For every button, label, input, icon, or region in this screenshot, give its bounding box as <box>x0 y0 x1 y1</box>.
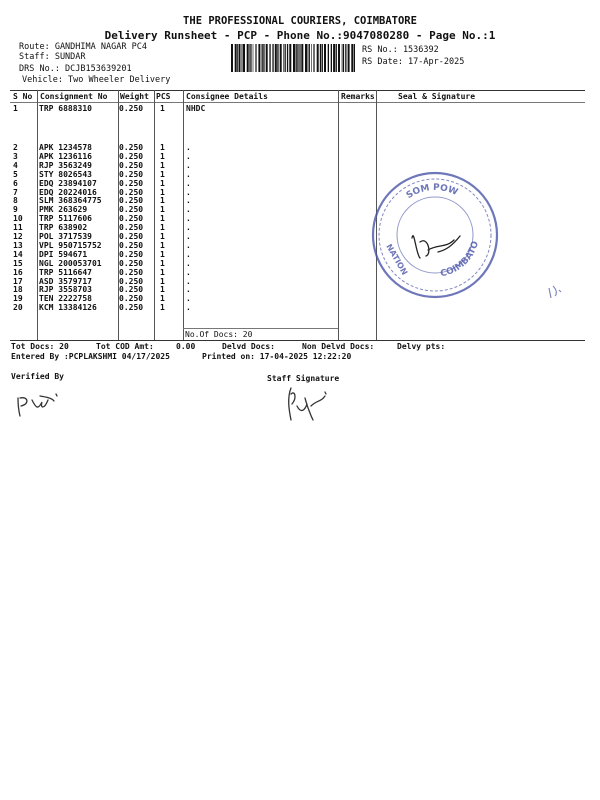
delivery-points: Delvy pts: <box>397 342 446 351</box>
non-delivered-docs: Non Delvd Docs: <box>302 342 375 351</box>
no-of-docs: No.Of Docs: 20 <box>185 330 253 339</box>
barcode-bar <box>348 44 350 72</box>
row-sno: 14 <box>13 249 23 259</box>
table-row <box>0 277 600 286</box>
barcode-bar <box>328 44 329 72</box>
barcode-bar <box>345 44 346 72</box>
col-header-seal: Seal & Signature <box>398 92 476 101</box>
row-sno: 5 <box>13 169 18 179</box>
svg-text:COIMBATO <box>439 240 481 280</box>
row-pcs: 1 <box>160 276 165 286</box>
col-header-consignment: Consignment No <box>40 92 108 101</box>
row-pcs: 1 <box>160 303 165 313</box>
row-sno: 15 <box>13 258 23 268</box>
total-cod-value: 0.00 <box>176 342 196 351</box>
row-pcs: 1 <box>160 214 165 224</box>
barcode-bar <box>309 44 310 72</box>
table-row <box>0 152 600 161</box>
table-top-border <box>10 90 585 91</box>
barcode-bar <box>231 44 233 72</box>
row-weight: 0.250 <box>119 169 144 179</box>
entered-by: Entered By :PCPLAKSHMI 04/17/2025 <box>11 352 170 361</box>
barcode-bar <box>301 44 303 72</box>
row-sno: 20 <box>13 303 23 313</box>
row-consignment-no: PMK 263629 <box>39 205 88 215</box>
row-consignment-no: SLM 368364775 <box>39 196 102 206</box>
row-weight: 0.250 <box>119 104 144 113</box>
barcode-bar <box>324 44 326 72</box>
row-consignment-no: TRP 5117606 <box>39 214 92 224</box>
col-header-pcs: PCS <box>156 92 171 101</box>
barcode-bar <box>275 44 277 72</box>
row-sno: 16 <box>13 267 23 277</box>
route-label: Route: GANDHIMA NAGAR PC4 <box>19 42 147 52</box>
barcode-bar <box>287 44 288 72</box>
row-pcs: 1 <box>160 267 165 277</box>
row-pcs: 1 <box>160 178 165 188</box>
barcode-bar <box>308 44 309 72</box>
row-consignment-no: TRP 638902 <box>39 223 88 233</box>
barcode-bar <box>235 44 237 72</box>
barcode-bar <box>277 44 278 72</box>
barcode-bar <box>354 44 355 72</box>
row-pcs: 1 <box>160 232 165 241</box>
barcode-bar <box>269 44 270 72</box>
barcode-bar <box>300 44 301 72</box>
row-consignee: . <box>186 196 191 206</box>
barcode-bar <box>272 44 273 72</box>
barcode-bar <box>313 44 314 72</box>
svg-text:SOM POW <box>405 183 459 201</box>
barcode-bar <box>342 44 343 72</box>
barcode-bar <box>285 44 286 72</box>
drs-number: DRS No.: DCJB153639201 <box>19 64 132 74</box>
barcode-bar <box>351 44 353 72</box>
row-consignment-no: ASD 3579717 <box>39 276 92 286</box>
row-sno: 19 <box>13 294 23 304</box>
barcode-bar <box>336 44 337 72</box>
row-sno: 13 <box>13 240 23 250</box>
row-weight: 0.250 <box>119 214 144 224</box>
row-sno: 3 <box>13 151 18 161</box>
barcode-bar <box>331 44 332 72</box>
row-consignee: . <box>186 223 191 233</box>
table-row <box>0 259 600 268</box>
row-sno: 9 <box>13 205 18 215</box>
barcode-bar <box>239 44 240 72</box>
table-row <box>0 188 600 197</box>
table-row <box>0 205 600 214</box>
table-row <box>0 241 600 250</box>
barcode-bar <box>247 44 249 72</box>
barcode-bar <box>296 44 297 72</box>
row-pcs: 1 <box>160 240 165 250</box>
row-consignee: . <box>186 169 191 179</box>
row-consignment-no: VPL 950715752 <box>39 240 102 250</box>
row-consignee: . <box>186 143 191 152</box>
row-weight: 0.250 <box>119 196 144 206</box>
barcode-bar <box>250 44 251 72</box>
barcode-bar <box>305 44 307 72</box>
barcode-bar <box>249 44 250 72</box>
row-consignment-no: DPI 594671 <box>39 249 88 259</box>
row-pcs: 1 <box>160 143 165 152</box>
barcode-bar <box>333 44 335 72</box>
row-pcs: 1 <box>160 169 165 179</box>
col-header-weight: Weight <box>120 92 149 101</box>
row-pcs: 1 <box>160 285 165 295</box>
row-consignee: . <box>186 187 191 197</box>
row-consignee: . <box>186 267 191 277</box>
row-sno: 7 <box>13 187 18 197</box>
stamp-top-text: SOM POW <box>404 182 460 202</box>
row-sno: 18 <box>13 285 23 295</box>
row-consignment-no: POL 3717539 <box>39 232 92 241</box>
table-row <box>0 143 600 152</box>
row-weight: 0.250 <box>119 187 144 197</box>
barcode-bar <box>317 44 319 72</box>
barcode-bar <box>256 44 257 72</box>
barcode-bar <box>262 44 263 72</box>
table-row <box>0 232 600 241</box>
table-row <box>0 250 600 259</box>
table-row <box>0 294 600 303</box>
row-consignment-no: TRP 6888310 <box>39 104 92 113</box>
stamp-bottom-text: COIMBATO <box>439 240 482 280</box>
rs-date: RS Date: 17-Apr-2025 <box>362 57 465 67</box>
row-weight: 0.250 <box>119 178 144 188</box>
barcode-bar <box>266 44 268 72</box>
row-sno: 6 <box>13 178 18 188</box>
row-consignment-no: RJP 3558703 <box>39 285 92 295</box>
table-row <box>0 179 600 188</box>
row-consignee: . <box>186 178 191 188</box>
barcode-bar <box>280 44 282 72</box>
row-pcs: 1 <box>160 196 165 206</box>
row-consignee: NHDC <box>186 104 206 113</box>
row-weight: 0.250 <box>119 258 144 268</box>
printed-on: Printed on: 17-04-2025 12:22:20 <box>202 352 352 361</box>
row-sno: 12 <box>13 232 23 241</box>
row-sno: 11 <box>13 223 23 233</box>
table-row <box>0 303 600 312</box>
row-consignee: . <box>186 249 191 259</box>
barcode-bar <box>343 44 344 72</box>
row-sno: 2 <box>13 143 18 152</box>
barcode-bar <box>243 44 245 72</box>
row-consignee: . <box>186 303 191 313</box>
row-consignment-no: EDQ 20224016 <box>39 187 97 197</box>
col-header-consignee: Consignee Details <box>186 92 268 101</box>
row-pcs: 1 <box>160 223 165 233</box>
row-weight: 0.250 <box>119 249 144 259</box>
row-pcs: 1 <box>160 187 165 197</box>
barcode-bar <box>237 44 238 72</box>
row-weight: 0.250 <box>119 143 144 152</box>
barcode-bar <box>255 44 256 72</box>
barcode-bar <box>258 44 260 72</box>
barcode-image <box>231 44 355 72</box>
row-consignee: . <box>186 214 191 224</box>
barcode-bar <box>297 44 298 72</box>
table-bottom-border <box>10 340 585 341</box>
row-consignee: . <box>186 294 191 304</box>
runsheet-subtitle: Delivery Runsheet - PCP - Phone No.:9047080280 - Page No.:1 <box>104 29 496 42</box>
row-pcs: 1 <box>160 249 165 259</box>
row-pcs: 1 <box>160 151 165 161</box>
row-consignment-no: APK 1236116 <box>39 151 92 161</box>
row-sno: 8 <box>13 196 18 206</box>
row-sno: 17 <box>13 276 23 286</box>
verified-by-label: Verified By <box>11 372 64 381</box>
row-sno: 1 <box>13 104 18 113</box>
row-weight: 0.250 <box>119 205 144 215</box>
row-weight: 0.250 <box>119 294 144 304</box>
delivered-docs: Delvd Docs: <box>222 342 275 351</box>
barcode-bar <box>338 44 340 72</box>
table-row <box>0 285 600 294</box>
row-pcs: 1 <box>160 205 165 215</box>
staff-label: Staff: SUNDAR <box>19 52 86 62</box>
table-row <box>0 170 600 179</box>
stray-mark-icon <box>545 282 565 302</box>
row-consignment-no: KCM 13384126 <box>39 303 97 313</box>
row-weight: 0.250 <box>119 303 144 313</box>
row-consignee: . <box>186 160 191 170</box>
row-weight: 0.250 <box>119 151 144 161</box>
barcode-bar <box>283 44 284 72</box>
row-consignment-no: TRP 5116647 <box>39 267 92 277</box>
row-consignee: . <box>186 285 191 295</box>
rs-number: RS No.: 1536392 <box>362 45 439 55</box>
row-consignee: . <box>186 276 191 286</box>
barcode-bar <box>242 44 243 72</box>
row-weight: 0.250 <box>119 267 144 277</box>
company-title: THE PROFESSIONAL COURIERS, COIMBATORE <box>183 15 417 27</box>
total-docs: Tot Docs: 20 <box>11 342 69 351</box>
barcode-bar <box>293 44 295 72</box>
docs-divider <box>183 328 338 329</box>
vehicle-label: Vehicle: Two Wheeler Delivery <box>22 75 171 85</box>
row-sno: 10 <box>13 214 23 224</box>
barcode-bar <box>299 44 300 72</box>
table-row <box>0 104 600 113</box>
row-consignment-no: RJP 3563249 <box>39 160 92 170</box>
row-weight: 0.250 <box>119 276 144 286</box>
col-header-sno: S No <box>13 92 33 101</box>
row-consignment-no: TEN 2222758 <box>39 294 92 304</box>
table-row <box>0 223 600 232</box>
barcode-bar <box>322 44 323 72</box>
barcode-bar <box>241 44 242 72</box>
row-consignee: . <box>186 258 191 268</box>
barcode-bar <box>320 44 321 72</box>
row-consignee: . <box>186 240 191 250</box>
company-stamp-icon <box>368 168 502 302</box>
row-sno: 4 <box>13 160 18 170</box>
verifier-signature-icon <box>12 388 82 420</box>
row-pcs: 1 <box>160 160 165 170</box>
barcode-bar <box>289 44 291 72</box>
row-weight: 0.250 <box>119 223 144 233</box>
row-consignment-no: EDQ 23894107 <box>39 178 97 188</box>
table-row <box>0 268 600 277</box>
barcode-bar <box>253 44 254 72</box>
barcode-bar <box>311 44 312 72</box>
row-weight: 0.250 <box>119 285 144 295</box>
table-row <box>0 196 600 205</box>
staff-signature-label: Staff Signature <box>267 374 340 383</box>
stamp-left-text: NATION <box>384 242 410 277</box>
barcode-bar <box>314 44 315 72</box>
table-header-border <box>10 102 585 103</box>
row-consignee: . <box>186 232 191 241</box>
row-consignee: . <box>186 205 191 215</box>
row-pcs: 1 <box>160 258 165 268</box>
barcode-bar <box>263 44 264 72</box>
row-pcs: 1 <box>160 104 165 113</box>
table-row <box>0 161 600 170</box>
row-consignee: . <box>186 151 191 161</box>
table-row <box>0 214 600 223</box>
col-header-remarks: Remarks <box>341 92 375 101</box>
row-consignment-no: NGL 200053701 <box>39 258 102 268</box>
row-consignment-no: APK 1234578 <box>39 143 92 152</box>
row-consignment-no: STY 8026543 <box>39 169 92 179</box>
total-cod-label: Tot COD Amt: <box>96 342 154 351</box>
row-pcs: 1 <box>160 294 165 304</box>
row-weight: 0.250 <box>119 240 144 250</box>
row-weight: 0.250 <box>119 160 144 170</box>
row-weight: 0.250 <box>119 232 144 241</box>
staff-signature-icon <box>283 384 343 426</box>
